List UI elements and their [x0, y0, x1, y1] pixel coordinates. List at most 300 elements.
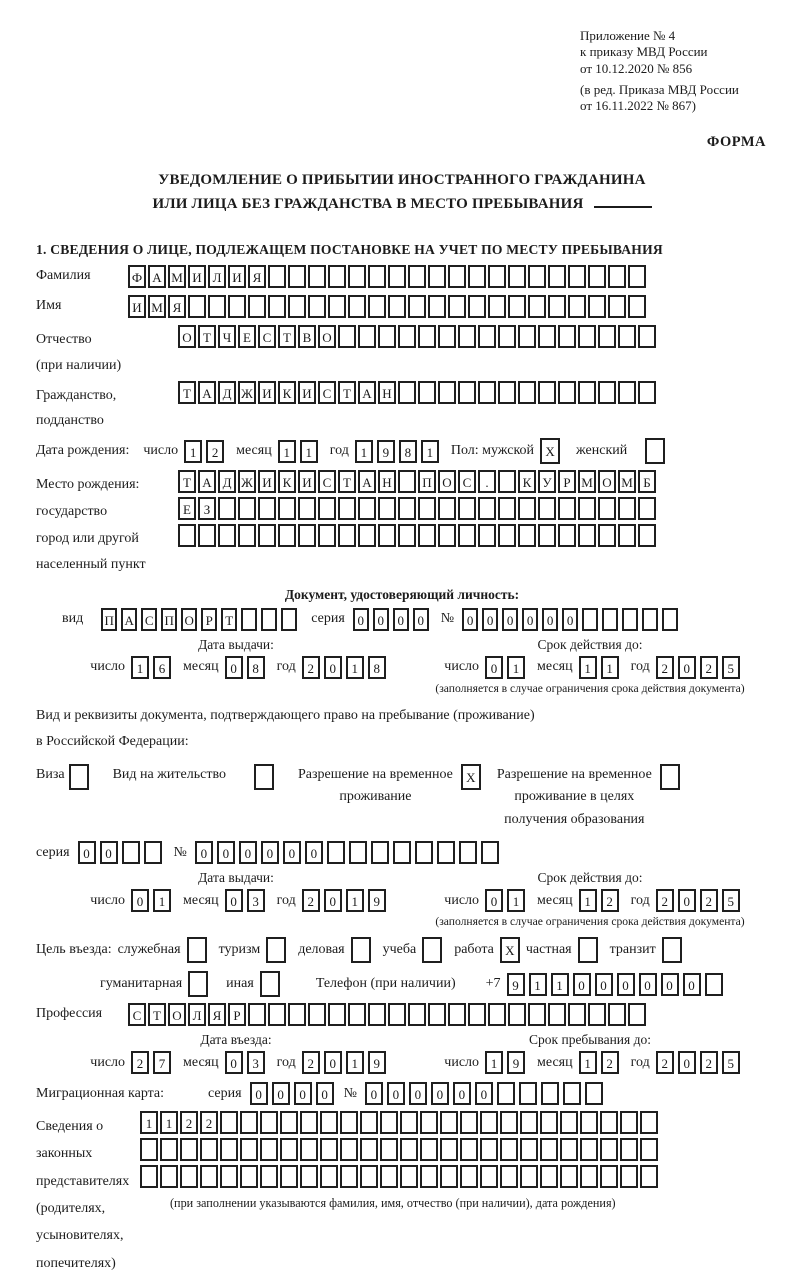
form-cell[interactable] — [393, 841, 411, 864]
form-cell[interactable]: А — [358, 381, 376, 404]
form-cell[interactable] — [498, 325, 516, 348]
form-cell[interactable] — [278, 497, 296, 520]
form-cell[interactable]: 1 — [579, 889, 597, 912]
form-cell[interactable] — [458, 325, 476, 348]
form-cell[interactable] — [460, 1138, 478, 1161]
form-cell[interactable]: 0 — [522, 608, 538, 631]
form-cell[interactable]: 1 — [184, 440, 202, 463]
form-cell[interactable] — [360, 1138, 378, 1161]
form-cell[interactable]: 1 — [346, 1051, 364, 1074]
form-cell[interactable]: X — [500, 937, 520, 963]
form-cell[interactable] — [328, 1003, 346, 1026]
form-cell[interactable]: М — [148, 295, 166, 318]
form-cell[interactable]: Ч — [218, 325, 236, 348]
form-cell[interactable] — [640, 1111, 658, 1134]
form-cell[interactable] — [400, 1165, 418, 1188]
form-cell[interactable] — [238, 497, 256, 520]
form-cell[interactable]: Т — [178, 381, 196, 404]
form-cell[interactable] — [578, 325, 596, 348]
form-cell[interactable]: 1 — [153, 889, 171, 912]
form-cell[interactable] — [248, 295, 266, 318]
form-cell[interactable] — [498, 470, 516, 493]
form-cell[interactable]: 0 — [409, 1082, 427, 1105]
form-cell[interactable] — [198, 524, 216, 547]
form-cell[interactable]: 2 — [302, 1051, 320, 1074]
form-cell[interactable]: Т — [221, 608, 237, 631]
form-cell[interactable] — [348, 265, 366, 288]
form-cell[interactable] — [340, 1138, 358, 1161]
form-cell[interactable]: 2 — [302, 889, 320, 912]
form-cell[interactable] — [298, 524, 316, 547]
form-cell[interactable] — [328, 295, 346, 318]
form-cell[interactable] — [578, 497, 596, 520]
form-cell[interactable] — [478, 524, 496, 547]
form-cell[interactable]: Т — [338, 470, 356, 493]
form-cell[interactable]: 0 — [100, 841, 118, 864]
form-cell[interactable] — [408, 265, 426, 288]
form-cell[interactable] — [460, 1111, 478, 1134]
form-cell[interactable] — [280, 1165, 298, 1188]
form-cell[interactable] — [348, 1003, 366, 1026]
form-cell[interactable]: . — [478, 470, 496, 493]
form-cell[interactable]: Д — [218, 470, 236, 493]
form-cell[interactable] — [308, 265, 326, 288]
form-cell[interactable] — [398, 524, 416, 547]
form-cell[interactable] — [460, 1165, 478, 1188]
form-cell[interactable] — [388, 295, 406, 318]
form-cell[interactable] — [528, 1003, 546, 1026]
form-cell[interactable]: Д — [218, 381, 236, 404]
form-cell[interactable]: 8 — [399, 440, 417, 463]
doc-kind-input[interactable] — [101, 608, 301, 631]
form-cell[interactable] — [360, 1165, 378, 1188]
form-cell[interactable]: С — [458, 470, 476, 493]
form-cell[interactable] — [478, 497, 496, 520]
form-cell[interactable] — [618, 325, 636, 348]
form-cell[interactable] — [618, 524, 636, 547]
form-cell[interactable] — [228, 295, 246, 318]
form-cell[interactable]: 0 — [485, 889, 503, 912]
form-cell[interactable] — [188, 971, 208, 997]
form-cell[interactable]: С — [318, 470, 336, 493]
form-cell[interactable]: 1 — [355, 440, 373, 463]
form-cell[interactable] — [187, 937, 207, 963]
form-cell[interactable] — [288, 265, 306, 288]
form-cell[interactable] — [258, 524, 276, 547]
form-cell[interactable] — [348, 295, 366, 318]
form-cell[interactable] — [528, 265, 546, 288]
form-cell[interactable] — [160, 1138, 178, 1161]
form-cell[interactable] — [568, 295, 586, 318]
form-cell[interactable]: И — [258, 470, 276, 493]
form-cell[interactable] — [538, 381, 556, 404]
form-cell[interactable] — [480, 1165, 498, 1188]
form-cell[interactable]: Ж — [238, 381, 256, 404]
form-cell[interactable] — [518, 524, 536, 547]
form-cell[interactable]: Я — [248, 265, 266, 288]
temp-residence-education-checkbox[interactable] — [660, 764, 682, 790]
form-cell[interactable] — [260, 1165, 278, 1188]
form-cell[interactable] — [268, 295, 286, 318]
form-cell[interactable] — [588, 295, 606, 318]
form-cell[interactable]: 8 — [368, 656, 386, 679]
form-cell[interactable]: 2 — [656, 1051, 674, 1074]
form-cell[interactable] — [180, 1165, 198, 1188]
form-cell[interactable] — [598, 325, 616, 348]
form-cell[interactable]: 0 — [542, 608, 558, 631]
form-cell[interactable]: Р — [558, 470, 576, 493]
form-cell[interactable]: 0 — [661, 973, 679, 996]
form-cell[interactable]: Б — [638, 470, 656, 493]
form-cell[interactable] — [440, 1111, 458, 1134]
form-cell[interactable] — [438, 497, 456, 520]
form-cell[interactable] — [558, 524, 576, 547]
form-cell[interactable] — [415, 841, 433, 864]
phone-input[interactable] — [507, 973, 727, 996]
form-cell[interactable] — [628, 1003, 646, 1026]
form-cell[interactable] — [608, 295, 626, 318]
residence-issue-month[interactable] — [225, 889, 269, 912]
form-cell[interactable]: 0 — [431, 1082, 449, 1105]
residence-issue-day[interactable] — [131, 889, 175, 912]
form-cell[interactable]: П — [101, 608, 117, 631]
form-cell[interactable] — [638, 381, 656, 404]
form-cell[interactable]: 3 — [247, 1051, 265, 1074]
form-cell[interactable]: 0 — [225, 656, 243, 679]
form-cell[interactable]: У — [538, 470, 556, 493]
form-cell[interactable]: 0 — [195, 841, 213, 864]
birth-year-input[interactable] — [355, 440, 443, 463]
form-cell[interactable] — [140, 1138, 158, 1161]
form-cell[interactable] — [254, 764, 274, 790]
form-cell[interactable] — [508, 265, 526, 288]
form-cell[interactable]: Я — [168, 295, 186, 318]
form-cell[interactable]: 0 — [678, 656, 696, 679]
form-cell[interactable]: 0 — [462, 608, 478, 631]
form-cell[interactable] — [498, 381, 516, 404]
form-cell[interactable]: 1 — [579, 656, 597, 679]
form-cell[interactable]: О — [438, 470, 456, 493]
form-cell[interactable] — [480, 1111, 498, 1134]
form-cell[interactable]: 2 — [601, 889, 619, 912]
form-cell[interactable]: Ж — [238, 470, 256, 493]
form-cell[interactable]: О — [178, 325, 196, 348]
form-cell[interactable] — [240, 1138, 258, 1161]
form-cell[interactable]: С — [318, 381, 336, 404]
form-cell[interactable] — [220, 1165, 238, 1188]
form-cell[interactable] — [478, 381, 496, 404]
form-cell[interactable] — [218, 497, 236, 520]
form-cell[interactable]: 0 — [393, 608, 409, 631]
form-cell[interactable] — [518, 325, 536, 348]
form-cell[interactable] — [398, 381, 416, 404]
stay-day[interactable] — [485, 1051, 529, 1074]
form-cell[interactable] — [638, 325, 656, 348]
form-cell[interactable] — [280, 1111, 298, 1134]
form-cell[interactable] — [220, 1111, 238, 1134]
form-cell[interactable] — [398, 470, 416, 493]
doc-issue-day[interactable] — [131, 656, 175, 679]
form-cell[interactable] — [200, 1138, 218, 1161]
birth-place-row1[interactable] — [178, 470, 658, 493]
form-cell[interactable]: И — [188, 265, 206, 288]
form-cell[interactable] — [260, 971, 280, 997]
form-cell[interactable]: О — [181, 608, 197, 631]
form-cell[interactable]: 1 — [421, 440, 439, 463]
form-cell[interactable] — [422, 937, 442, 963]
form-cell[interactable] — [178, 524, 196, 547]
form-cell[interactable]: С — [141, 608, 157, 631]
form-cell[interactable] — [288, 295, 306, 318]
form-cell[interactable] — [640, 1165, 658, 1188]
form-cell[interactable]: 0 — [353, 608, 369, 631]
form-cell[interactable]: X — [461, 764, 481, 790]
form-cell[interactable]: 2 — [200, 1111, 218, 1134]
form-cell[interactable] — [380, 1111, 398, 1134]
form-cell[interactable]: 0 — [225, 889, 243, 912]
form-cell[interactable] — [662, 937, 682, 963]
form-cell[interactable]: 0 — [217, 841, 235, 864]
form-cell[interactable] — [448, 265, 466, 288]
form-cell[interactable]: 0 — [678, 889, 696, 912]
form-cell[interactable]: Ф — [128, 265, 146, 288]
form-cell[interactable] — [560, 1165, 578, 1188]
form-cell[interactable]: 1 — [131, 656, 149, 679]
form-cell[interactable] — [560, 1111, 578, 1134]
form-cell[interactable] — [280, 1138, 298, 1161]
form-cell[interactable] — [598, 497, 616, 520]
form-cell[interactable] — [180, 1138, 198, 1161]
form-cell[interactable]: Е — [178, 497, 196, 520]
birth-place-row2[interactable] — [178, 497, 658, 520]
form-cell[interactable] — [378, 497, 396, 520]
form-cell[interactable]: 2 — [131, 1051, 149, 1074]
entry-year[interactable] — [302, 1051, 390, 1074]
form-cell[interactable] — [300, 1111, 318, 1134]
form-cell[interactable]: К — [278, 470, 296, 493]
form-cell[interactable]: 0 — [131, 889, 149, 912]
form-cell[interactable] — [140, 1165, 158, 1188]
doc-series-input[interactable] — [353, 608, 433, 631]
form-cell[interactable]: Р — [201, 608, 217, 631]
form-cell[interactable] — [558, 381, 576, 404]
form-cell[interactable] — [349, 841, 367, 864]
form-cell[interactable]: 2 — [206, 440, 224, 463]
form-cell[interactable]: 2 — [302, 656, 320, 679]
form-cell[interactable] — [398, 497, 416, 520]
form-cell[interactable]: 0 — [78, 841, 96, 864]
form-cell[interactable] — [378, 325, 396, 348]
form-cell[interactable] — [440, 1138, 458, 1161]
form-cell[interactable]: О — [168, 1003, 186, 1026]
form-cell[interactable]: 0 — [324, 656, 342, 679]
form-cell[interactable]: 0 — [562, 608, 578, 631]
form-cell[interactable]: 5 — [722, 656, 740, 679]
form-cell[interactable]: 0 — [387, 1082, 405, 1105]
form-cell[interactable]: 0 — [225, 1051, 243, 1074]
form-cell[interactable] — [468, 1003, 486, 1026]
form-cell[interactable] — [497, 1082, 515, 1105]
form-cell[interactable]: 0 — [261, 841, 279, 864]
form-cell[interactable] — [260, 1138, 278, 1161]
form-cell[interactable] — [645, 438, 665, 464]
migration-number-input[interactable] — [365, 1082, 607, 1105]
form-cell[interactable] — [200, 1165, 218, 1188]
form-cell[interactable] — [488, 265, 506, 288]
form-cell[interactable] — [580, 1165, 598, 1188]
form-cell[interactable]: 0 — [324, 1051, 342, 1074]
form-cell[interactable] — [585, 1082, 603, 1105]
form-cell[interactable] — [622, 608, 638, 631]
form-cell[interactable] — [548, 295, 566, 318]
form-cell[interactable] — [508, 1003, 526, 1026]
firstname-input[interactable] — [128, 295, 648, 318]
form-cell[interactable] — [580, 1138, 598, 1161]
form-cell[interactable] — [520, 1111, 538, 1134]
entry-day[interactable] — [131, 1051, 175, 1074]
form-cell[interactable]: К — [278, 381, 296, 404]
purpose-humanitarian-checkbox[interactable] — [188, 971, 210, 997]
form-cell[interactable]: П — [161, 608, 177, 631]
form-cell[interactable] — [400, 1111, 418, 1134]
form-cell[interactable] — [420, 1111, 438, 1134]
migration-series-input[interactable] — [250, 1082, 338, 1105]
form-cell[interactable] — [620, 1165, 638, 1188]
form-cell[interactable]: 1 — [601, 656, 619, 679]
form-cell[interactable] — [298, 497, 316, 520]
form-cell[interactable]: М — [618, 470, 636, 493]
form-cell[interactable]: К — [518, 470, 536, 493]
form-cell[interactable] — [519, 1082, 537, 1105]
form-cell[interactable] — [428, 1003, 446, 1026]
form-cell[interactable]: А — [198, 381, 216, 404]
form-cell[interactable]: А — [121, 608, 137, 631]
form-cell[interactable] — [408, 295, 426, 318]
form-cell[interactable] — [438, 524, 456, 547]
form-cell[interactable] — [340, 1165, 358, 1188]
form-cell[interactable]: Т — [178, 470, 196, 493]
form-cell[interactable]: 2 — [656, 656, 674, 679]
form-cell[interactable] — [308, 1003, 326, 1026]
form-cell[interactable] — [360, 1111, 378, 1134]
form-cell[interactable] — [69, 764, 89, 790]
form-cell[interactable] — [508, 295, 526, 318]
form-cell[interactable]: 2 — [601, 1051, 619, 1074]
form-cell[interactable]: 2 — [700, 1051, 718, 1074]
form-cell[interactable] — [220, 1138, 238, 1161]
form-cell[interactable]: Л — [188, 1003, 206, 1026]
form-cell[interactable]: 1 — [551, 973, 569, 996]
form-cell[interactable] — [358, 497, 376, 520]
residence-valid-day[interactable] — [485, 889, 529, 912]
form-cell[interactable] — [338, 497, 356, 520]
form-cell[interactable]: 1 — [507, 656, 525, 679]
form-cell[interactable] — [338, 524, 356, 547]
form-cell[interactable] — [327, 841, 345, 864]
form-cell[interactable] — [281, 608, 297, 631]
form-cell[interactable] — [288, 1003, 306, 1026]
residence-valid-year[interactable] — [656, 889, 744, 912]
form-cell[interactable]: Р — [228, 1003, 246, 1026]
form-cell[interactable] — [268, 265, 286, 288]
form-cell[interactable]: О — [318, 325, 336, 348]
form-cell[interactable] — [340, 1111, 358, 1134]
purpose-private-checkbox[interactable] — [578, 937, 600, 963]
form-cell[interactable] — [500, 1111, 518, 1134]
form-cell[interactable]: 0 — [453, 1082, 471, 1105]
form-cell[interactable]: М — [578, 470, 596, 493]
form-cell[interactable] — [248, 1003, 266, 1026]
legal-reps-row1[interactable] — [140, 1111, 660, 1134]
form-cell[interactable] — [705, 973, 723, 996]
form-cell[interactable] — [320, 1165, 338, 1188]
form-cell[interactable] — [338, 325, 356, 348]
form-cell[interactable] — [578, 381, 596, 404]
doc-number-input[interactable] — [462, 608, 682, 631]
form-cell[interactable] — [160, 1165, 178, 1188]
form-cell[interactable] — [418, 524, 436, 547]
form-cell[interactable] — [660, 764, 680, 790]
form-cell[interactable] — [618, 381, 636, 404]
gender-male-checkbox[interactable] — [540, 438, 562, 464]
purpose-tourism-checkbox[interactable] — [266, 937, 288, 963]
form-cell[interactable]: И — [298, 470, 316, 493]
form-cell[interactable] — [448, 295, 466, 318]
birth-month-input[interactable] — [278, 440, 322, 463]
form-cell[interactable]: С — [128, 1003, 146, 1026]
form-cell[interactable]: 1 — [346, 656, 364, 679]
form-cell[interactable] — [662, 608, 678, 631]
form-cell[interactable]: А — [148, 265, 166, 288]
form-cell[interactable]: 0 — [482, 608, 498, 631]
residence-issue-year[interactable] — [302, 889, 390, 912]
form-cell[interactable]: Т — [198, 325, 216, 348]
form-cell[interactable] — [358, 524, 376, 547]
form-cell[interactable] — [568, 1003, 586, 1026]
form-cell[interactable] — [548, 265, 566, 288]
form-cell[interactable]: З — [198, 497, 216, 520]
form-cell[interactable] — [459, 841, 477, 864]
form-cell[interactable] — [368, 265, 386, 288]
form-cell[interactable] — [300, 1138, 318, 1161]
form-cell[interactable] — [638, 524, 656, 547]
form-cell[interactable]: О — [598, 470, 616, 493]
form-cell[interactable] — [600, 1111, 618, 1134]
form-cell[interactable]: 0 — [475, 1082, 493, 1105]
form-cell[interactable] — [388, 1003, 406, 1026]
form-cell[interactable] — [468, 265, 486, 288]
form-cell[interactable] — [318, 497, 336, 520]
form-cell[interactable] — [261, 608, 277, 631]
legal-reps-row2[interactable] — [140, 1138, 660, 1161]
form-cell[interactable]: 1 — [300, 440, 318, 463]
form-cell[interactable]: Н — [378, 381, 396, 404]
gender-female-checkbox[interactable] — [645, 438, 667, 464]
form-cell[interactable] — [418, 325, 436, 348]
form-cell[interactable] — [448, 1003, 466, 1026]
form-cell[interactable] — [268, 1003, 286, 1026]
purpose-study-checkbox[interactable] — [422, 937, 444, 963]
form-cell[interactable] — [628, 295, 646, 318]
form-cell[interactable]: 0 — [485, 656, 503, 679]
form-cell[interactable] — [320, 1111, 338, 1134]
form-cell[interactable] — [520, 1138, 538, 1161]
purpose-work-checkbox[interactable] — [500, 937, 522, 963]
form-cell[interactable]: 0 — [324, 889, 342, 912]
form-cell[interactable] — [500, 1138, 518, 1161]
form-cell[interactable] — [558, 497, 576, 520]
doc-issue-year[interactable] — [302, 656, 390, 679]
